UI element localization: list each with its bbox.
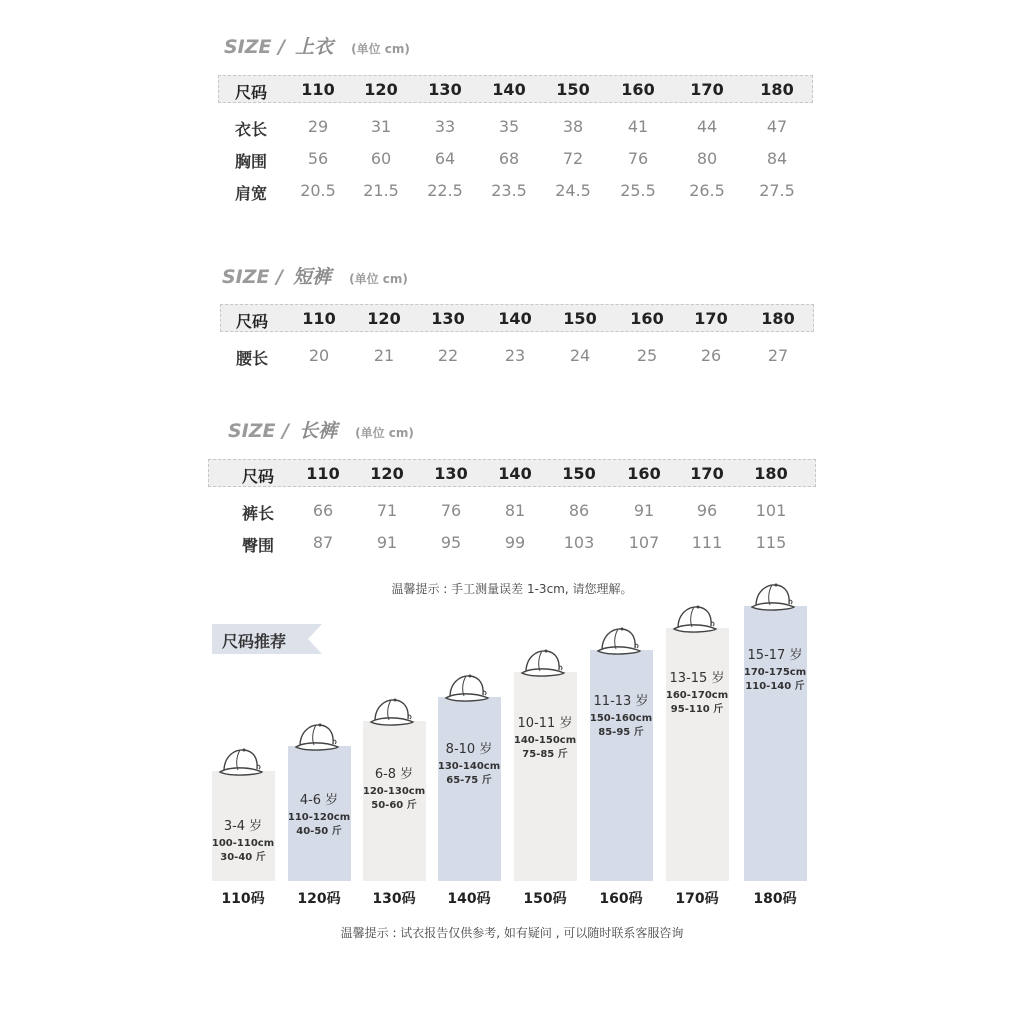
cap-icon [369, 695, 415, 731]
table-cell: 95 [440, 533, 462, 552]
table-cell: 91 [633, 501, 655, 520]
garment-name: 上衣 [295, 36, 334, 58]
weight-range: 110-140 斤 [745, 681, 805, 692]
table-cell: 24 [569, 346, 591, 365]
height-range: 100-110cm [211, 838, 275, 849]
measure-note: 温馨提示 : 手工测量误差 1-3cm, 请您理解。 [391, 582, 633, 596]
cap-icon [672, 602, 718, 638]
header-size-label: 尺码 [234, 83, 268, 102]
age-label: 10-11 岁 [517, 716, 573, 732]
cap-icon [294, 720, 340, 756]
height-range: 120-130cm [362, 786, 426, 798]
age-label: 3-4 岁 [223, 819, 263, 834]
header-size-cell: 120 [370, 464, 404, 483]
section-title-top [224, 32, 410, 59]
table-cell: 21.5 [363, 181, 399, 200]
table-cell: 96 [696, 501, 718, 520]
size-bar [590, 650, 653, 881]
size-code-label: 110码 [221, 891, 265, 907]
size-code-label: 140码 [447, 891, 491, 907]
size-code-label: 180码 [753, 891, 797, 907]
table-cell: 86 [568, 501, 590, 520]
row-label: 腰长 [235, 349, 269, 368]
table-cell: 87 [312, 533, 334, 552]
table-cell: 26.5 [689, 181, 725, 200]
table-cell: 68 [498, 149, 520, 168]
cap-icon [520, 646, 566, 682]
height-range: 160-170cm [665, 689, 729, 701]
header-size-cell: 110 [306, 464, 340, 483]
weight-range: 30-40 斤 [220, 852, 266, 863]
unit-label: (单位 cm) [349, 272, 408, 286]
age-label: 15-17 岁 [747, 648, 803, 663]
table-cell: 71 [376, 501, 398, 520]
table-cell: 76 [627, 149, 649, 168]
table-cell: 21 [373, 346, 395, 365]
row-label: 臀围 [241, 536, 275, 555]
header-size-cell: 160 [627, 464, 661, 483]
garment-name: 短裤 [293, 266, 332, 288]
height-range: 170-175cm [743, 667, 807, 678]
table-cell: 101 [755, 501, 787, 520]
height-range: 150-160cm [589, 712, 653, 724]
table-cell: 29 [307, 117, 329, 136]
size-code-label: 150码 [523, 891, 567, 907]
table-cell: 26 [700, 346, 722, 365]
header-size-cell: 160 [621, 80, 655, 99]
header-size-cell: 180 [761, 309, 795, 328]
table-cell: 27 [767, 346, 789, 365]
header-size-cell: 130 [431, 309, 465, 328]
table-cell: 20.5 [300, 181, 336, 200]
header-size-cell: 180 [754, 464, 788, 483]
row-label: 裤长 [241, 504, 275, 523]
row-label: 胸围 [234, 152, 268, 171]
table-cell: 35 [498, 117, 520, 136]
table-cell: 33 [434, 117, 456, 136]
cap-icon [218, 745, 264, 781]
table-cell: 41 [627, 117, 649, 136]
table-cell: 22.5 [427, 181, 463, 200]
header-size-cell: 170 [690, 464, 724, 483]
size-code-label: 120码 [297, 891, 341, 907]
height-range: 110-120cm [287, 812, 351, 824]
row-label: 衣长 [234, 120, 268, 139]
weight-range: 40-50 斤 [296, 826, 342, 838]
table-cell: 76 [440, 501, 462, 520]
table-cell: 25 [636, 346, 658, 365]
header-size-cell: 140 [492, 80, 526, 99]
header-size-cell: 150 [556, 80, 590, 99]
weight-range: 95-110 斤 [670, 703, 724, 715]
weight-range: 65-75 斤 [446, 775, 492, 787]
weight-range: 50-60 斤 [371, 800, 417, 812]
age-label: 6-8 岁 [374, 767, 414, 783]
section-title-pants [228, 416, 414, 443]
height-range: 140-150cm [513, 735, 577, 747]
header-size-label: 尺码 [235, 312, 269, 331]
table-cell: 24.5 [555, 181, 591, 200]
unit-label: (单位 cm) [351, 42, 410, 56]
cap-icon [750, 580, 796, 616]
reference-note: 温馨提示 : 试衣报告仅供参考, 如有疑问 , 可以随时联系客服咨询 [340, 926, 684, 940]
header-size-cell: 130 [428, 80, 462, 99]
header-size-cell: 180 [760, 80, 794, 99]
age-label: 4-6 岁 [299, 793, 339, 809]
table-cell: 103 [563, 533, 595, 552]
table-cell: 107 [628, 533, 660, 552]
table-cell: 23 [504, 346, 526, 365]
unit-label: (单位 cm) [355, 426, 414, 440]
table-cell: 99 [504, 533, 526, 552]
table-cell: 31 [370, 117, 392, 136]
section-title-shorts [222, 262, 408, 289]
table-cell: 84 [766, 149, 788, 168]
header-size-cell: 110 [301, 80, 335, 99]
table-cell: 72 [562, 149, 584, 168]
cap-icon [444, 671, 490, 707]
age-label: 13-15 岁 [669, 670, 725, 686]
table-cell: 80 [696, 149, 718, 168]
table-cell: 56 [307, 149, 329, 168]
row-label: 肩宽 [234, 184, 268, 203]
recommend-banner [212, 624, 322, 654]
header-size-cell: 160 [630, 309, 664, 328]
header-size-cell: 170 [694, 309, 728, 328]
weight-range: 75-85 斤 [522, 749, 568, 761]
cap-icon [596, 624, 642, 660]
header-size-cell: 110 [302, 309, 336, 328]
size-bar [514, 672, 577, 881]
recommend-title: 尺码推荐 [222, 632, 287, 651]
size-code-label: 170码 [675, 891, 719, 907]
header-size-cell: 140 [498, 464, 532, 483]
table-cell: 27.5 [759, 181, 795, 200]
header-size-cell: 120 [364, 80, 398, 99]
table-cell: 22 [437, 346, 459, 365]
size-bar [438, 697, 501, 881]
weight-range: 85-95 斤 [598, 726, 644, 738]
table-cell: 81 [504, 501, 526, 520]
table-cell: 20 [308, 346, 330, 365]
age-label: 11-13 岁 [593, 693, 649, 709]
table-cell: 64 [434, 149, 456, 168]
garment-name: 长裤 [299, 420, 338, 442]
height-range: 130-140cm [437, 761, 501, 773]
header-size-label: 尺码 [241, 467, 275, 486]
table-cell: 111 [691, 533, 723, 552]
header-size-cell: 170 [690, 80, 724, 99]
table-cell: 38 [562, 117, 584, 136]
table-cell: 44 [696, 117, 718, 136]
size-label: SIZE / [224, 36, 286, 58]
size-label: SIZE / [222, 266, 284, 288]
size-label: SIZE / [228, 420, 290, 442]
size-code-label: 130码 [372, 891, 416, 907]
table-cell: 60 [370, 149, 392, 168]
table-cell: 23.5 [491, 181, 527, 200]
age-label: 8-10 岁 [445, 742, 493, 758]
header-size-cell: 140 [498, 309, 532, 328]
table-cell: 25.5 [620, 181, 656, 200]
table-cell: 91 [376, 533, 398, 552]
header-size-cell: 150 [563, 309, 597, 328]
header-size-cell: 120 [367, 309, 401, 328]
header-size-cell: 150 [562, 464, 596, 483]
table-cell: 47 [766, 117, 788, 136]
header-size-cell: 130 [434, 464, 468, 483]
table-cell: 115 [755, 533, 787, 552]
size-code-label: 160码 [599, 891, 643, 907]
table-cell: 66 [312, 501, 334, 520]
